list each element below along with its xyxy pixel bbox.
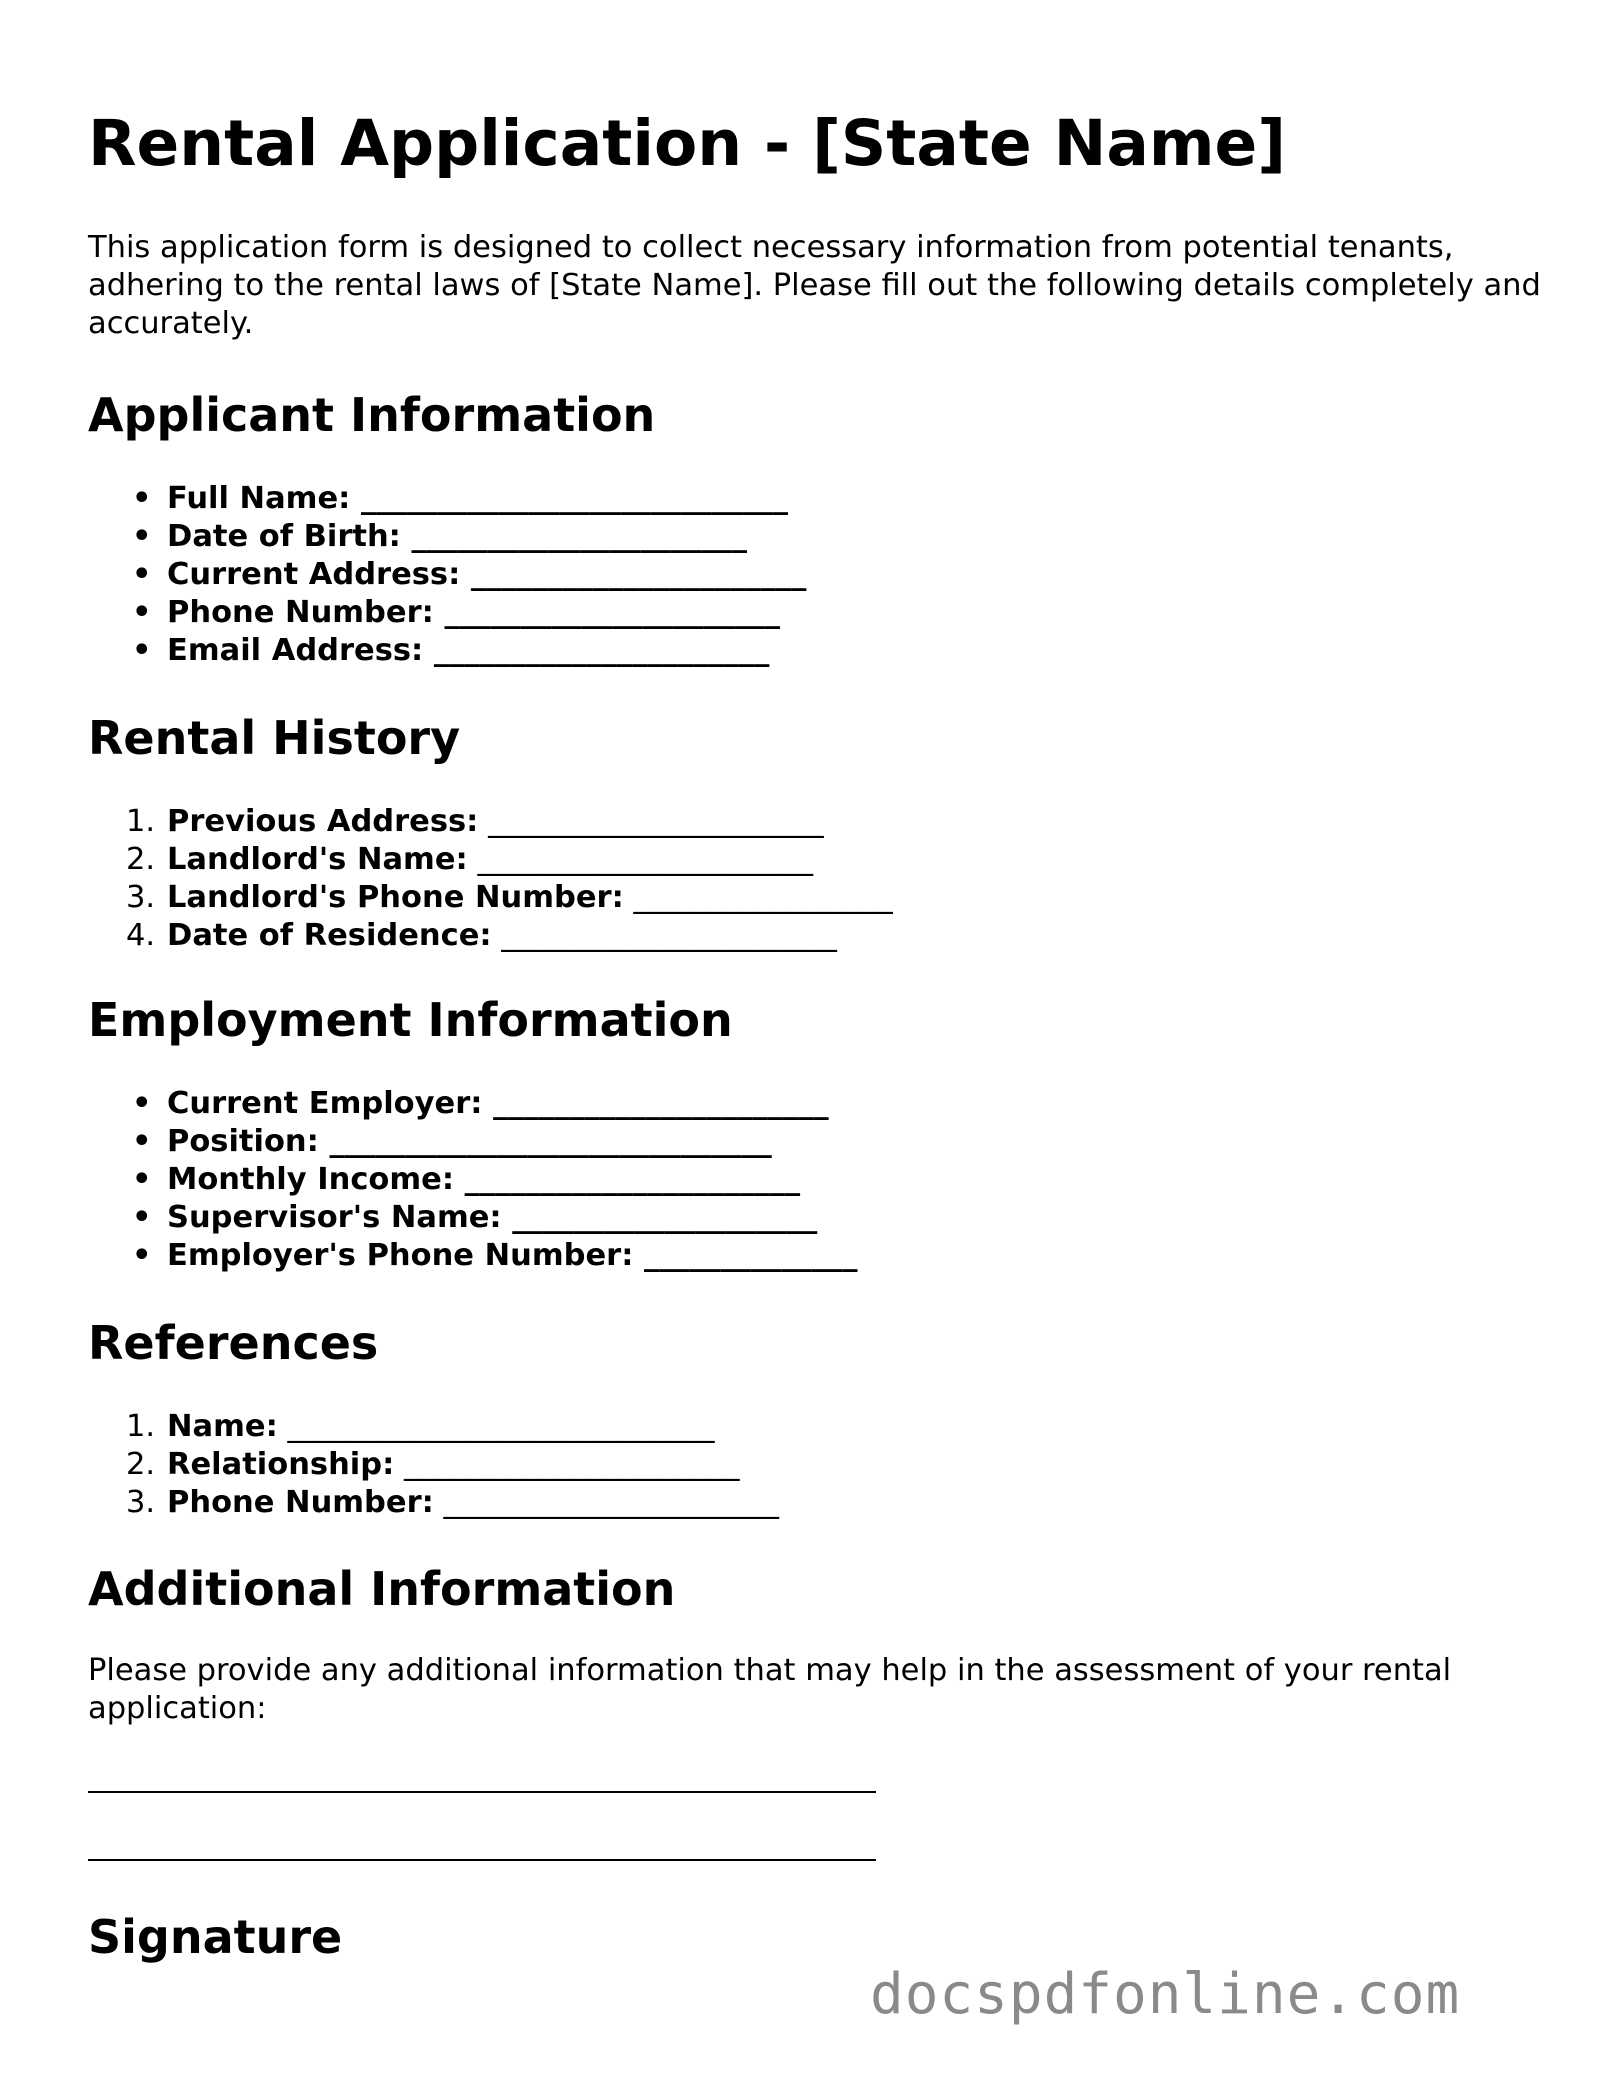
rental-history-heading: Rental History xyxy=(88,711,461,765)
list-item: • Supervisor's Name: ____________________ xyxy=(88,1199,858,1237)
list-item: 3. Phone Number: ______________________ xyxy=(126,1485,780,1520)
additional-line-2[interactable] xyxy=(88,1859,876,1861)
intro-paragraph: This application form is designed to collect necessary information from potential tenants, adhering to the rental laws of [State Name]. Please fill out the following details completely and accurately. xyxy=(88,230,1541,341)
fill-blank[interactable]: ______________________ xyxy=(433,633,770,668)
fill-blank[interactable]: ______________________ xyxy=(477,842,813,877)
applicant-heading: Applicant Information xyxy=(88,388,656,442)
list-item: 3. Landlord's Phone Number: _________________ xyxy=(126,880,893,915)
fill-blank[interactable]: ______________________ xyxy=(403,1447,740,1482)
additional-heading: Additional Information xyxy=(88,1562,676,1616)
signature-heading: Signature xyxy=(88,1910,343,1964)
fill-blank[interactable]: ______________________ xyxy=(488,804,824,839)
fill-blank[interactable]: ______________________ xyxy=(411,519,747,554)
list-item: 4. Date of Residence: ______________________ xyxy=(126,918,837,953)
list-item: 2. Landlord's Name: ______________________ xyxy=(126,842,813,877)
list-item: 1. Previous Address: ______________________ xyxy=(126,804,824,839)
fill-blank[interactable]: _____________________________ xyxy=(329,1124,772,1159)
watermark: docspdfonline.com xyxy=(870,1962,1461,2027)
additional-line-1[interactable] xyxy=(88,1791,876,1793)
fill-blank[interactable]: ______________________ xyxy=(443,1485,780,1520)
fill-blank[interactable]: _________________ xyxy=(633,880,893,915)
fill-blank[interactable]: ______________________ xyxy=(444,595,780,630)
fill-blank[interactable]: ____________________ xyxy=(512,1200,818,1235)
list-item: • Full Name: ____________________________ xyxy=(88,480,806,518)
additional-paragraph: Please provide any additional information that may help in the assessment of your rental application: xyxy=(88,1653,1452,1726)
list-item: 1. Name: ____________________________ xyxy=(126,1409,715,1444)
applicant-list xyxy=(88,480,806,670)
fill-blank[interactable]: ____________________________ xyxy=(287,1409,715,1444)
list-item: • Current Address: ______________________ xyxy=(88,556,806,594)
rental-history-list xyxy=(88,803,893,955)
list-item: • Monthly Income: ______________________ xyxy=(88,1161,858,1199)
fill-blank[interactable]: ____________________________ xyxy=(360,481,788,516)
list-item: 2. Relationship: ______________________ xyxy=(126,1447,740,1482)
list-item: • Phone Number: ______________________ xyxy=(88,594,806,632)
references-heading: References xyxy=(88,1316,379,1370)
list-item: • Employer's Phone Number: ______________ xyxy=(88,1237,858,1275)
fill-blank[interactable]: ______________ xyxy=(644,1238,858,1273)
page-title: Rental Application - [State Name] xyxy=(88,107,1287,180)
list-item: • Email Address: ______________________ xyxy=(88,632,806,670)
employment-heading: Employment Information xyxy=(88,993,733,1047)
fill-blank[interactable]: ______________________ xyxy=(501,918,837,953)
list-item: • Date of Birth: ______________________ xyxy=(88,518,806,556)
fill-blank[interactable]: ______________________ xyxy=(470,557,807,592)
list-item: • Position: _____________________________ xyxy=(88,1123,858,1161)
fill-blank[interactable]: ______________________ xyxy=(464,1162,801,1197)
references-list xyxy=(88,1408,779,1522)
list-item: • Current Employer: ______________________ xyxy=(88,1085,858,1123)
fill-blank[interactable]: ______________________ xyxy=(493,1086,829,1121)
employment-list xyxy=(88,1085,858,1275)
